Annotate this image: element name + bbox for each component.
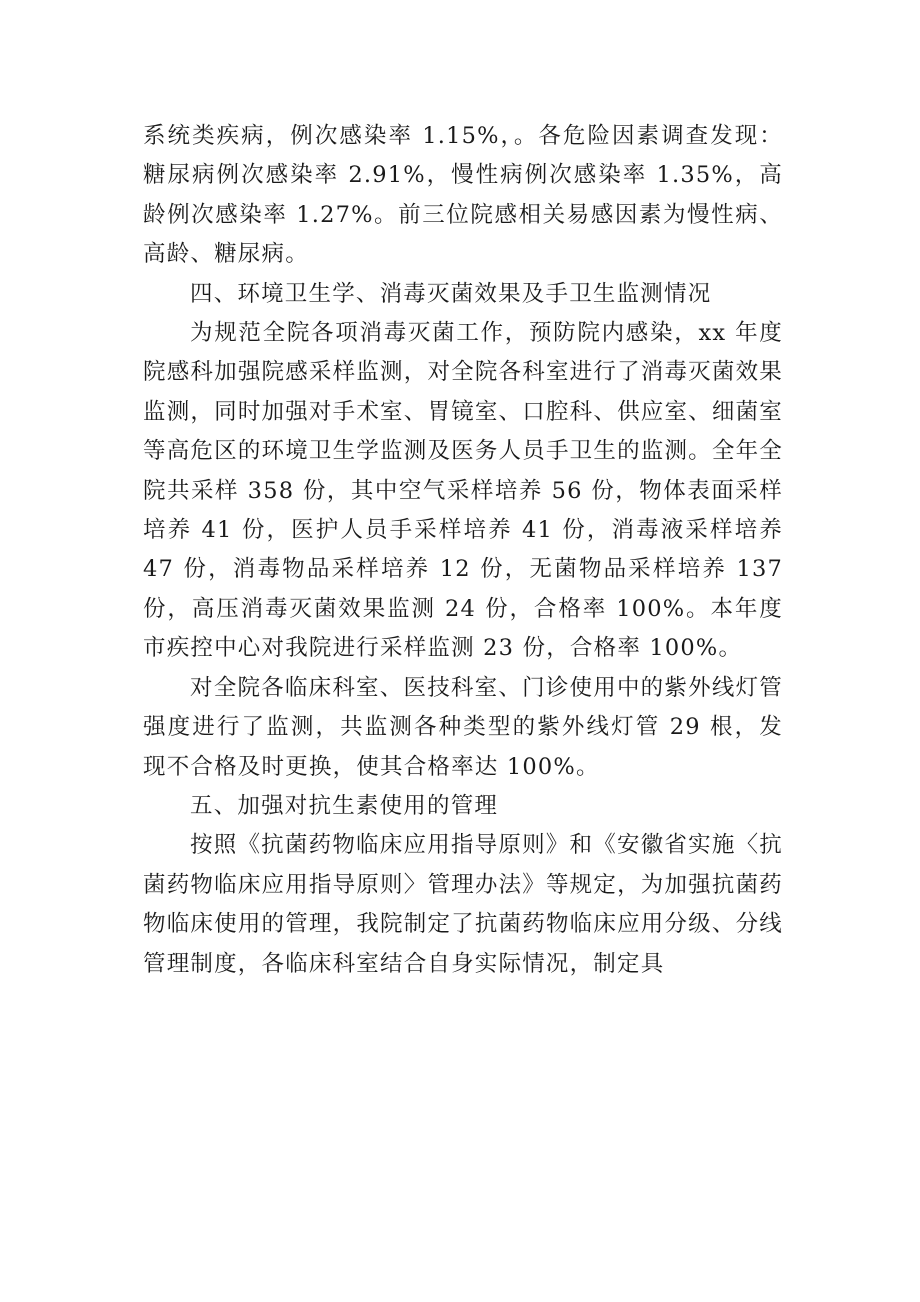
section-heading-environment-monitoring: 四、环境卫生学、消毒灭菌效果及手卫生监测情况 bbox=[190, 280, 712, 307]
paragraph-antibiotic-rules: 按照《抗菌药物临床应用指导原则》和《安徽省实施〈抗菌药物临床应用指导原则〉管理办法》等规定，为加强抗菌药物临床使用的管理，我院制定了抗菌药物临床应用分级、分线管理制度，各临床科室结合自身实际情况，制定具 bbox=[143, 832, 783, 977]
section-heading-antibiotic-management: 五、加强对抗生素使用的管理 bbox=[190, 792, 499, 819]
paragraph-uv-lamp-monitoring: 对全院各临床科室、医技科室、门诊使用中的紫外线灯管强度进行了监测，共监测各种类型的紫外线灯管 29 根，发现不合格及时更换，使其合格率达 100%。 bbox=[143, 674, 783, 780]
paragraph-infection-rates: 系统类疾病，例次感染率 1.15%，。各危险因素调查发现：糖尿病例次感染率 2.91%，慢性病例次感染率 1.35%，高龄例次感染率 1.27%。前三位院感相关易感因素为慢性病、高龄、糖尿病。 bbox=[143, 123, 783, 268]
document-body bbox=[143, 117, 783, 984]
paragraph-sampling-monitoring: 为规范全院各项消毒灭菌工作，预防院内感染，xx 年度院感科加强院感采样监测，对全院各科室进行了消毒灭菌效果监测，同时加强对手术室、胃镜室、口腔科、供应室、细菌室等高危区的环境卫生学监测及医务人员手卫生的监测。全年全院共采样 358 份，其中空气采样培养 56 份，物体表面采样培养 41 份，医护人员手采样培养 41 份，消毒液采样培养 47 份，消毒物品采样培养 12 份，无菌物品采样培养 137 份，高压消毒灭菌效果监测 24 份，合格率 100%。本年度市疾控中心对我院进行采样监测 23 份，合格率 100%。 bbox=[143, 320, 783, 662]
